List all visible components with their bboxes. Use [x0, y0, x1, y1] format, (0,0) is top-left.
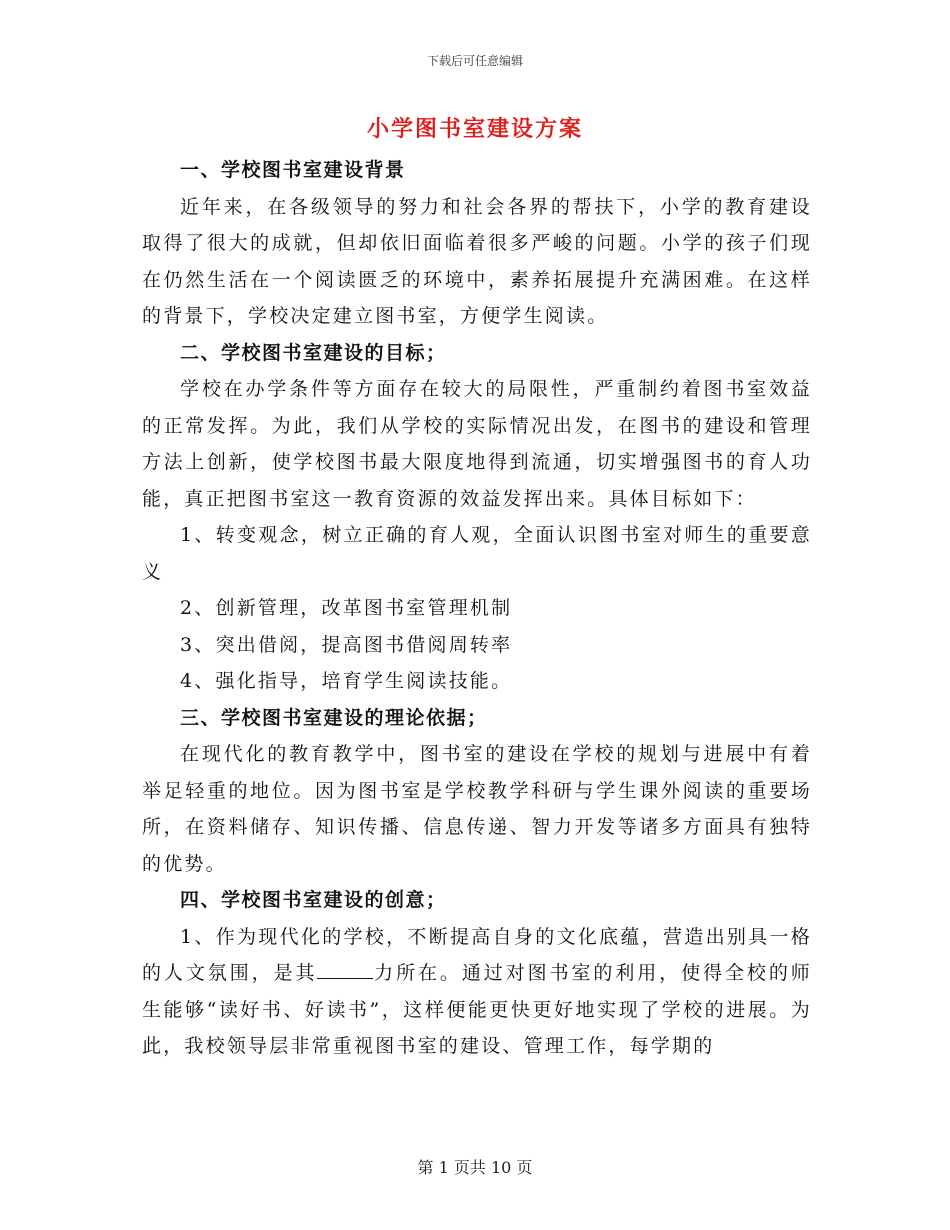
document-body — [142, 152, 812, 1065]
page-number: 第 1 页共 10 页 — [417, 1158, 533, 1177]
paragraph-theory: 在现代化的教育教学中，图书室的建设在学校的规划与进展中有着举足轻重的地位。因为图书室是学校教学科研与学生课外阅读的重要场所，在资料储存、知识传播、信息传递、智力开发等诸多方面具有独特的优势。 — [142, 743, 812, 875]
page-header-note: 下载后可任意编辑 — [426, 54, 523, 68]
goal-item-3: 3、突出借阅，提高图书借阅周转率 — [180, 633, 513, 656]
goal-item-2: 2、创新管理，改革图书室管理机制 — [180, 597, 513, 619]
paragraph-ideas-1-before: 1、作为现代化的学校，不断提高自身的文化底蕴，营造出别具一格的人文氛围，是其 — [142, 925, 812, 984]
goal-item-1: 1、转变观念，树立正确的育人观，全面认识图书室对师生的重要意义 — [142, 524, 812, 583]
goal-item-4: 4、强化指导，培育学生阅读技能。 — [180, 670, 513, 692]
section-heading-background: 一、学校图书室建设背景 — [180, 159, 406, 181]
section-heading-goals: 二、学校图书室建设的目标； — [180, 341, 447, 364]
section-heading-theory: 三、学校图书室建设的理论依据； — [180, 706, 488, 729]
document-title: 小学图书室建设方案 — [366, 116, 583, 142]
section-heading-ideas: 四、学校图书室建设的创意； — [180, 889, 447, 911]
paragraph-ideas-1 — [142, 919, 812, 1065]
paragraph-ideas-1-after: 力所在。通过对图书室的利用，使得全校的师生能够“读好书、好读书”，这样便能更快更好地实现了学校的进展。为此，我校领导层非常重视图书室的建设、管理工作，每学期的 — [142, 962, 812, 1057]
fill-in-blank — [317, 960, 373, 979]
paragraph-background: 近年来，在各级领导的努力和社会各界的帮扶下，小学的教育建设取得了很大的成就，但却依旧面临着很多严峻的问题。小学的孩子们现在仍然生活在一个阅读匮乏的环境中，素养拓展提升充满困难。在这样的背景下，学校决定建立图书室，方便学生阅读。 — [142, 195, 812, 327]
paragraph-goals: 学校在办学条件等方面存在较大的局限性，严重制约着图书室效益的正常发挥。为此，我们从学校的实际情况出发，在图书的建设和管理方法上创新，使学校图书最大限度地得到流通，切实增强图书的育人功能，真正把图书室这一教育资源的效益发挥出来。具体目标如下： — [142, 378, 812, 510]
